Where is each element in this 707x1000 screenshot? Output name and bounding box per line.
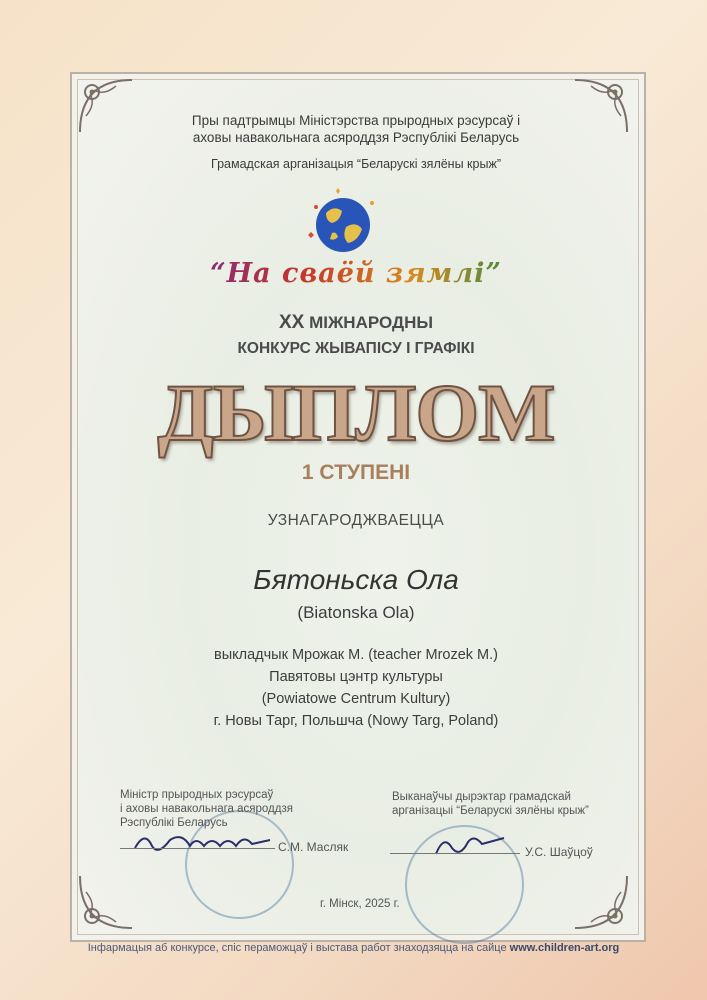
left-signatory-name: С.М. Масляк: [278, 840, 349, 854]
ornament-corner-icon: [76, 872, 136, 932]
recipient-details: [70, 644, 642, 732]
contest-title-rest: МІЖНАРОДНЫ: [309, 313, 434, 332]
city-line: г. Новы Тарг, Польшча (Nowy Targ, Poland): [213, 713, 499, 729]
footer-info: [40, 942, 667, 954]
left-signature-line: [120, 848, 275, 849]
institution-latin-line: (Powiatowe Centrum Kultury): [261, 691, 451, 707]
right-title-line-1: Выканаўчы дырэктар грамадскай: [392, 791, 571, 803]
left-title-line-3: Рэспублікі Беларусь: [120, 817, 228, 829]
diploma-degree: 1 СТУПЕНІ: [301, 461, 411, 484]
sponsor-text: [70, 112, 642, 146]
contest-title-line-1: [70, 312, 642, 334]
recipient-name-latin: (Biatonska Ola): [297, 603, 415, 622]
footer-site-link[interactable]: www.children-art.org: [509, 942, 620, 954]
sponsor-line-1: Пры падтрымцы Міністэрства прыродных рэсурсаў і: [191, 113, 521, 128]
signature-icon: [130, 828, 280, 858]
sponsor-line-2: аховы навакольнага асяроддзя Рэспублікі Беларусь: [192, 130, 520, 145]
right-signatory-name: У.С. Шаўцоў: [525, 845, 593, 859]
teacher-line: выкладчык Мрожак М. (teacher Mrozek M.): [213, 647, 498, 663]
right-title-line-2: арганізацыі “Беларускі зялёны крыж”: [392, 805, 589, 817]
awarded-label: УЗНАГАРОДЖВАЕЦЦА: [267, 512, 445, 529]
footer-text: Інфармацыя аб конкурсе, спіс пераможцаў і выстава работ знаходзяцца на сайце: [87, 942, 510, 954]
left-title-line-2: і аховы навакольнага асяроддзя: [120, 803, 293, 815]
contest-number: XX: [278, 312, 305, 333]
left-signatory-title: [120, 788, 320, 830]
recipient-name: Бятоньска Ола: [253, 564, 459, 595]
right-signature-line: [390, 853, 520, 854]
organization-name: Грамадская арганізацыя “Беларускі зялёны крыж”: [211, 157, 501, 171]
diploma-title: ДЫПЛОМ: [157, 367, 555, 458]
contest-logo-text: “На сваёй зямлі”: [70, 258, 642, 289]
place-date: г. Мінск, 2025 г.: [320, 898, 400, 910]
left-title-line-1: Міністр прыродных рэсурсаў: [120, 789, 274, 801]
globe-logo-icon: [296, 185, 390, 265]
institution-line: Павятовы цэнтр культуры: [269, 669, 443, 685]
ornament-corner-icon: [571, 872, 631, 932]
contest-title-line-2: КОНКУРС ЖЫВАПІСУ І ГРАФІКІ: [237, 340, 475, 357]
right-signatory-title: [392, 790, 592, 818]
